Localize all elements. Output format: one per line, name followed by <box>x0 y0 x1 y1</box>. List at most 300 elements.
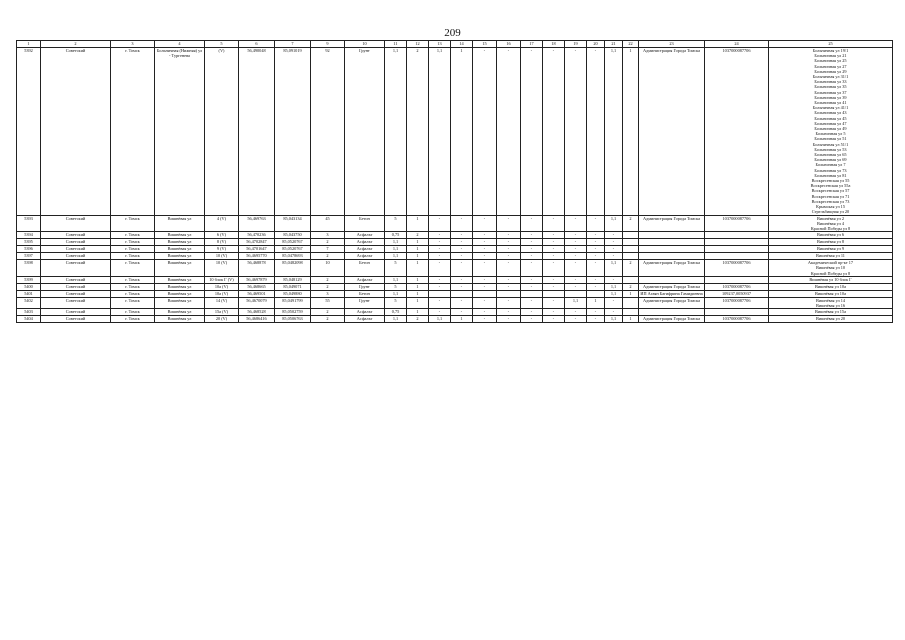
table-cell: 1,1 <box>429 48 451 216</box>
table-cell <box>623 276 639 283</box>
table-cell: Больничная (Нижняя) ул - Тургенева <box>155 48 205 216</box>
table-cell: - <box>543 276 565 283</box>
address-line: Красной Победы ул 8 <box>810 225 851 231</box>
table-cell: 1,1 <box>385 246 407 253</box>
table-cell: 2 <box>407 316 429 323</box>
table-cell: 92 <box>311 48 345 216</box>
table-cell: - <box>587 253 605 260</box>
table-cell <box>639 232 705 239</box>
table-cell: - <box>429 260 451 277</box>
header-cell: 14 <box>451 41 473 48</box>
table-cell: 85,0506763 <box>275 316 311 323</box>
table-cell: 56,469501 <box>239 290 275 297</box>
table-cell: г. Томск <box>111 276 155 283</box>
table-row <box>17 276 893 283</box>
table-cell: - <box>605 246 623 253</box>
address-line: Больничная ул 43 <box>814 110 847 116</box>
table-cell: - <box>543 48 565 216</box>
address-line: Воскресенская ул 71 <box>811 193 850 199</box>
table-cell: 2 <box>623 283 639 290</box>
table-cell: Вишнёвая ул <box>155 253 205 260</box>
address-line: Больничная ул 49 <box>814 126 847 132</box>
table-cell: Советский <box>41 290 111 297</box>
table-cell: - <box>587 246 605 253</box>
header-cell: 5 <box>205 41 239 48</box>
header-cell: 12 <box>407 41 429 48</box>
table-cell: 56,4686416 <box>239 316 275 323</box>
table-cell: 1 <box>407 276 429 283</box>
table-cell: 1 <box>623 48 639 216</box>
table-cell: Асфальт <box>345 246 385 253</box>
table-cell: 1,1 <box>605 316 623 323</box>
address-cell <box>769 215 893 232</box>
table-cell: 85,0502759 <box>275 309 311 316</box>
table-cell: - <box>587 48 605 216</box>
table-cell: Советский <box>41 297 111 308</box>
table-cell: 1,1 <box>385 48 407 216</box>
table-row <box>17 239 893 246</box>
address-line: Вишнёвая ул 4 <box>817 220 844 226</box>
table-cell: Вишнёвая ул <box>155 215 205 232</box>
table-row <box>17 309 893 316</box>
address-cell <box>769 260 893 277</box>
table-cell: - <box>473 276 497 283</box>
table-cell: - <box>605 232 623 239</box>
table-cell: - <box>429 215 451 232</box>
table-cell: - <box>451 297 473 308</box>
table-cell: - <box>473 48 497 216</box>
table-cell: Вишнёвая ул <box>155 283 205 290</box>
address-line: Больничная ул 69 <box>814 157 847 163</box>
table-cell: 1 <box>407 297 429 308</box>
table-cell: - <box>497 48 521 216</box>
table-cell: 10 (V) <box>205 260 239 277</box>
table-cell: 56,4695770 <box>239 253 275 260</box>
table-cell <box>587 290 605 297</box>
header-cell: 19 <box>565 41 587 48</box>
table-cell: 1,1 <box>605 215 623 232</box>
address-line: Больничная ул 29 <box>814 68 847 74</box>
table-cell <box>521 290 543 297</box>
table-cell: 56,470236 <box>239 232 275 239</box>
table-cell: - <box>521 309 543 316</box>
table-cell: Грунт <box>345 297 385 308</box>
header-cell: 7 <box>275 41 311 48</box>
table-cell: - <box>429 297 451 308</box>
table-cell: Вишнёвая ул <box>155 246 205 253</box>
table-cell: 5394 <box>17 232 41 239</box>
table-cell: 10а (V) <box>205 283 239 290</box>
table-cell: 2 <box>311 309 345 316</box>
table-cell: Вишнёвая ул <box>155 276 205 283</box>
table-cell: г. Томск <box>111 246 155 253</box>
address-line: Больничная ул 65 <box>814 152 847 158</box>
table-cell: - <box>521 239 543 246</box>
table-cell: 1037000087706 <box>705 215 769 232</box>
table-cell: 3 <box>311 232 345 239</box>
table-cell: Вишнёвая ул <box>155 239 205 246</box>
table-cell <box>623 246 639 253</box>
address-cell <box>769 246 893 253</box>
header-cell: 6 <box>239 41 275 48</box>
table-cell: 1037000087706 <box>705 48 769 216</box>
table-cell: 1,1 <box>385 290 407 297</box>
table-cell: - <box>605 253 623 260</box>
address-cell <box>769 253 893 260</box>
table-cell: 15a (V) <box>205 309 239 316</box>
table-cell: Советский <box>41 215 111 232</box>
table-cell: г. Томск <box>111 297 155 308</box>
address-line: Вишнёвая ул 16 <box>815 302 846 308</box>
table-cell: - <box>473 232 497 239</box>
table-cell: г. Томск <box>111 316 155 323</box>
table-cell: - <box>473 297 497 308</box>
header-cell: 2 <box>41 41 111 48</box>
address-line: Вишнёвая ул 2 <box>817 215 844 221</box>
table-cell: - <box>565 48 587 216</box>
table-cell: 5404 <box>17 316 41 323</box>
table-cell: - <box>587 239 605 246</box>
table-cell: 0,75 <box>385 232 407 239</box>
table-cell: 56,468665 <box>239 283 275 290</box>
table-cell: Бетон <box>345 260 385 277</box>
table-cell: - <box>565 260 587 277</box>
table-cell: 0,75 <box>385 309 407 316</box>
table-cell <box>623 253 639 260</box>
table-cell: 2 <box>407 232 429 239</box>
table-row <box>17 297 893 308</box>
address-cell <box>769 48 893 216</box>
table-cell: - <box>451 232 473 239</box>
table-cell: 6 (V) <box>205 232 239 239</box>
table-cell: Советский <box>41 48 111 216</box>
table-cell: 56,468528 <box>239 309 275 316</box>
table-cell: - <box>521 297 543 308</box>
table-cell: - <box>565 276 587 283</box>
table-cell: Администрация Города Томска <box>639 316 705 323</box>
table-cell: 1037000087706 <box>705 297 769 308</box>
address-line: Больничная ул 41 <box>814 100 847 106</box>
table-cell: Бетон <box>345 290 385 297</box>
table-cell <box>543 290 565 297</box>
table-cell: - <box>451 239 473 246</box>
table-cell: - <box>473 239 497 246</box>
table-cell: 1 <box>623 316 639 323</box>
table-row <box>17 232 893 239</box>
header-cell: 17 <box>521 41 543 48</box>
table-cell: Бетон <box>345 215 385 232</box>
table-cell <box>639 276 705 283</box>
table-cell: - <box>451 215 473 232</box>
table-cell: 8 (V) <box>205 239 239 246</box>
table-cell: - <box>473 283 497 290</box>
table-cell <box>623 232 639 239</box>
address-line: Вишнёвая ул 9 <box>817 246 844 252</box>
header-cell: 11 <box>385 41 407 48</box>
address-cell <box>769 309 893 316</box>
table-row <box>17 260 893 277</box>
table-cell: - <box>565 309 587 316</box>
table-cell: Администрация Города Томска <box>639 260 705 277</box>
table-cell: - <box>521 276 543 283</box>
table-cell <box>623 239 639 246</box>
table-cell: - <box>565 246 587 253</box>
address-line: Больничная ул 53 <box>814 146 847 152</box>
table-cell <box>473 290 497 297</box>
address-cell <box>769 290 893 297</box>
table-cell: - <box>587 316 605 323</box>
address-line: Больничная ул 47 <box>814 120 847 126</box>
table-cell: 85,091019 <box>275 48 311 216</box>
table-cell: 5 <box>385 283 407 290</box>
table-cell: - <box>429 232 451 239</box>
table-cell: 5 <box>385 260 407 277</box>
table-cell: г. Томск <box>111 309 155 316</box>
address-line: Вишнёвая ул 10 блок Г <box>809 276 852 282</box>
address-line: Больничная ул 21 <box>814 53 847 59</box>
table-cell: - <box>473 260 497 277</box>
header-row <box>17 41 893 48</box>
address-line: Больничная ул 35 <box>814 84 847 90</box>
table-cell: 5393 <box>17 215 41 232</box>
table-cell: 7 <box>311 246 345 253</box>
table-cell: - <box>521 215 543 232</box>
table-cell: 45 <box>311 215 345 232</box>
address-line: Больничная ул 73 <box>814 167 847 173</box>
table-cell: (V) <box>205 48 239 216</box>
table-cell: 1037000087706 <box>705 260 769 277</box>
table-cell: 10а (V) <box>205 290 239 297</box>
table-cell: 1,1 <box>385 239 407 246</box>
header-cell: 9 <box>311 41 345 48</box>
table-cell: 56,4701647 <box>239 246 275 253</box>
table-cell: - <box>565 283 587 290</box>
table-cell: Советский <box>41 253 111 260</box>
table-cell: г. Томск <box>111 253 155 260</box>
address-line: Вишнёвая ул 10а <box>815 283 846 289</box>
table-row <box>17 215 893 232</box>
table-cell: Администрация Города Томска <box>639 215 705 232</box>
table-cell: Вишнёвая ул <box>155 260 205 277</box>
table-cell: - <box>497 246 521 253</box>
address-line: Больничная ул 31/1 <box>812 74 849 80</box>
address-line: Больничная ул 81 <box>814 172 847 178</box>
table-cell: 1,1 <box>385 276 407 283</box>
address-line: Больничная ул 51 <box>814 136 847 142</box>
table-cell: - <box>497 232 521 239</box>
table-cell: 1 <box>587 297 605 308</box>
table-cell: - <box>587 260 605 277</box>
table-cell: 56,4702847 <box>239 239 275 246</box>
table-cell: г. Томск <box>111 239 155 246</box>
table-cell: - <box>521 253 543 260</box>
table-cell: Асфальт <box>345 253 385 260</box>
table-cell: - <box>473 253 497 260</box>
table-cell: 1,1 <box>605 260 623 277</box>
table-cell: - <box>429 276 451 283</box>
table-cell: - <box>451 260 473 277</box>
table-cell <box>639 309 705 316</box>
table-cell: 5403 <box>17 309 41 316</box>
table-cell: Советский <box>41 239 111 246</box>
table-cell: Грунт <box>345 48 385 216</box>
table-cell: Вишнёвая ул <box>155 316 205 323</box>
table-cell: 5 <box>385 297 407 308</box>
table-cell: 1 <box>407 309 429 316</box>
table-cell: 20 (V) <box>205 316 239 323</box>
table-cell: Асфальт <box>345 309 385 316</box>
table-cell: 1 <box>407 290 429 297</box>
table-cell <box>623 297 639 308</box>
table-cell: 2 <box>311 276 345 283</box>
table-cell <box>705 309 769 316</box>
table-cell: - <box>429 309 451 316</box>
table-cell: - <box>543 309 565 316</box>
table-cell: - <box>473 316 497 323</box>
table-cell: 85,049071 <box>275 283 311 290</box>
table-cell: Асфальт <box>345 239 385 246</box>
header-cell: 21 <box>605 41 623 48</box>
table-cell: 1,1 <box>605 48 623 216</box>
header-cell: 13 <box>429 41 451 48</box>
table-cell: 2 <box>311 316 345 323</box>
table-cell: - <box>587 232 605 239</box>
table-cell: - <box>497 253 521 260</box>
table-cell: - <box>451 283 473 290</box>
address-line: Больничная ул 19/1 <box>812 48 849 53</box>
table-cell: - <box>605 297 623 308</box>
table-cell: 5395 <box>17 239 41 246</box>
table-cell: Советский <box>41 260 111 277</box>
table-cell: - <box>543 260 565 277</box>
table-cell: - <box>497 239 521 246</box>
table-cell: - <box>429 253 451 260</box>
address-line: Больничная ул 39 <box>814 94 847 100</box>
table-cell: 56,490048 <box>239 48 275 216</box>
address-line: Больничная ул 41/1 <box>812 105 849 111</box>
table-cell: - <box>543 283 565 290</box>
address-line: Больничная ул 51/1 <box>812 141 849 147</box>
table-cell: Советский <box>41 246 111 253</box>
table-cell: - <box>473 309 497 316</box>
address-line: Вишнёвая ул 10 <box>815 265 846 271</box>
table-cell: Администрация Города Томска <box>639 297 705 308</box>
table-cell: - <box>521 260 543 277</box>
table-cell: 56,4670079 <box>239 297 275 308</box>
table-cell: Советский <box>41 309 111 316</box>
address-line: Вишнёвая ул 10а <box>815 290 846 296</box>
table-cell: - <box>473 215 497 232</box>
table-cell: - <box>497 283 521 290</box>
address-line: Крымская ул 15 <box>816 204 845 210</box>
table-cell: - <box>429 239 451 246</box>
table-cell: 1 <box>407 246 429 253</box>
table-cell: 1,1 <box>385 316 407 323</box>
table-cell: 14 (V) <box>205 297 239 308</box>
table-cell: 1 <box>407 215 429 232</box>
table-cell: 1037000087706 <box>705 316 769 323</box>
header-cell: 3 <box>111 41 155 48</box>
table-cell: Асфальт <box>345 316 385 323</box>
table-cell: Вишнёвая ул <box>155 297 205 308</box>
table-cell: - <box>543 253 565 260</box>
table-cell: 2 <box>623 215 639 232</box>
table-cell: - <box>497 215 521 232</box>
address-line: Больничная ул 45 <box>814 115 847 121</box>
header-cell: 1 <box>17 41 41 48</box>
table-cell: 5396 <box>17 246 41 253</box>
header-cell: 23 <box>639 41 705 48</box>
table-cell: 5397 <box>17 253 41 260</box>
table-cell: 85,0478693 <box>275 253 311 260</box>
table-cell: - <box>587 276 605 283</box>
header-cell: 20 <box>587 41 605 48</box>
table-cell: 55 <box>311 297 345 308</box>
table-cell: г. Томск <box>111 48 155 216</box>
address-line: Воскресенская ул 57 <box>811 188 850 194</box>
table-cell: 1 <box>407 260 429 277</box>
table-cell: 2 <box>623 260 639 277</box>
table-cell: - <box>451 309 473 316</box>
address-line: Воскресенская ул 73 <box>811 198 850 204</box>
address-line: Вишнёвая ул 8 <box>817 239 844 245</box>
table-cell: - <box>429 246 451 253</box>
table-cell: - <box>543 297 565 308</box>
table-cell: - <box>473 246 497 253</box>
table-cell: 1 <box>407 283 429 290</box>
table-cell: 1,1 <box>429 316 451 323</box>
table-cell: 85,0520767 <box>275 246 311 253</box>
table-cell: 1 <box>451 48 473 216</box>
header-cell: 24 <box>705 41 769 48</box>
table-cell: 85,0520767 <box>275 239 311 246</box>
table-cell: 5401 <box>17 290 41 297</box>
table-cell: - <box>543 316 565 323</box>
address-cell <box>769 316 893 323</box>
table-cell: 1,1 <box>605 283 623 290</box>
table-cell: 85,0482098 <box>275 260 311 277</box>
table-cell: 9 (V) <box>205 246 239 253</box>
table-cell: 1 <box>407 239 429 246</box>
table-cell: - <box>521 283 543 290</box>
address-cell <box>769 239 893 246</box>
address-line: Больничная ул 27 <box>814 63 847 69</box>
table-cell: - <box>497 316 521 323</box>
table-cell: - <box>451 253 473 260</box>
table-cell: 85,0491799 <box>275 297 311 308</box>
table-cell: Советский <box>41 316 111 323</box>
table-cell: - <box>587 283 605 290</box>
table-cell: - <box>543 246 565 253</box>
table-cell: - <box>543 232 565 239</box>
table-cell: - <box>565 239 587 246</box>
table-cell: - <box>521 48 543 216</box>
table-cell: 1,1 <box>605 290 623 297</box>
table-cell: - <box>565 232 587 239</box>
table-cell: ИП Агаян Багифрина Гамидиевна <box>640 290 703 296</box>
table-cell: - <box>543 239 565 246</box>
table-cell: 10 <box>311 260 345 277</box>
table-row <box>17 48 893 216</box>
table-cell: 56,469763 <box>239 215 275 232</box>
table-row <box>17 316 893 323</box>
table-cell <box>705 246 769 253</box>
table-cell: Советский <box>41 283 111 290</box>
table-cell: - <box>521 232 543 239</box>
table-cell: 5398 <box>17 260 41 277</box>
table-cell: 85,048129 <box>275 276 311 283</box>
table-cell: - <box>521 316 543 323</box>
